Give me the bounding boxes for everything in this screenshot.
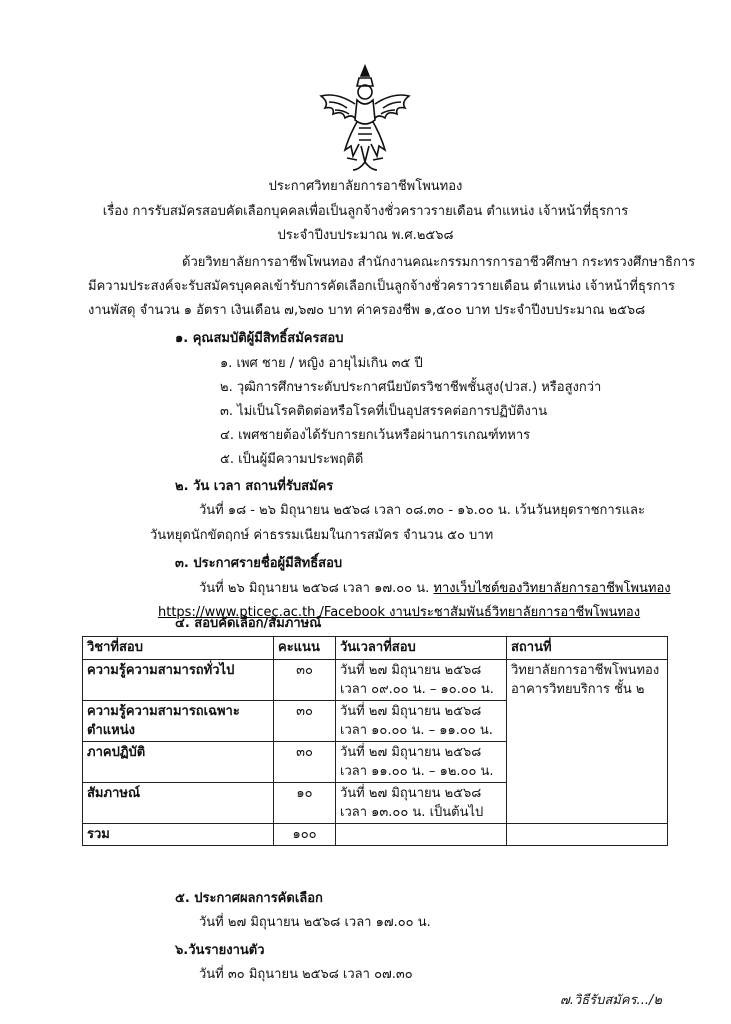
section5-heading: ๕. ประกาศผลการคัดเลือก: [175, 891, 323, 906]
section2-heading: ๒. วัน เวลา สถานที่รับสมัคร: [175, 479, 334, 494]
qualification-item: ๕. เป็นผู้มีความประพฤติดี: [220, 452, 364, 467]
website-url-link[interactable]: https://www.pticec.ac.th: [158, 605, 316, 620]
column-header-subject: วิชาที่สอบ: [83, 637, 274, 660]
announcement-title: ประกาศวิทยาลัยการอาชีพโพนทอง: [268, 179, 463, 194]
college-website-link[interactable]: ทางเว็บไซต์ของวิทยาลัยการอาชีพโพนทอง: [433, 581, 671, 596]
exam-score: ๓๐: [274, 742, 336, 783]
section3-heading: ๓. ประกาศรายชื่อผู้มีสิทธิ์สอบ: [175, 556, 343, 571]
exam-subject: ความรู้ความสามารถเฉพาะตำแหน่ง: [83, 701, 274, 742]
table-total-row: [83, 824, 668, 846]
venue-line-2: อาคารวิทยบริการ ชั้น ๒: [511, 682, 645, 697]
exam-subject: ความรู้ความสามารถทั่วไป: [83, 660, 274, 701]
qualification-item: ๔. เพศชายต้องได้รับการยกเว้นหรือผ่านการเกณฑ์ทหาร: [220, 428, 531, 443]
application-period-line-2: วันหยุดนักขัตฤกษ์ ค่าธรรมเนียมในการสมัคร จำนวน ๕๐ บาท: [150, 528, 494, 543]
empty-cell: [507, 824, 668, 846]
column-header-score: คะแนน: [274, 637, 336, 660]
page-continuation: ๗.วิธีรับสมัคร.../๒: [560, 993, 662, 1008]
exam-schedule-table: [82, 636, 668, 846]
exam-date: วันที่ ๒๗ มิถุนายน ๒๕๖๘: [340, 704, 482, 719]
exam-time: เวลา ๑๑.๐๐ น. – ๑๒.๐๐ น.: [340, 764, 494, 779]
exam-datetime: [336, 783, 507, 824]
empty-cell: [336, 824, 507, 846]
exam-date: วันที่ ๒๗ มิถุนายน ๒๕๖๘: [340, 663, 482, 678]
qualification-item: ๓. ไม่เป็นโรคติดต่อหรือโรคที่เป็นอุปสรรคต่อการปฏิบัติงาน: [220, 404, 548, 419]
exam-time: เวลา ๑๓.๐๐ น. เป็นต้นไป: [340, 805, 484, 820]
exam-score: ๓๐: [274, 660, 336, 701]
total-label: รวม: [83, 824, 274, 846]
intro-line-3: งานพัสดุ จำนวน ๑ อัตรา เงินเดือน ๗,๖๗๐ บาท ค่าครองชีพ ๑,๕๐๐ บาท ประจำปีงบประมาณ ๒๕๖๘: [88, 303, 646, 318]
report-date-line: วันที่ ๓๐ มิถุนายน ๒๕๖๘ เวลา ๐๗.๓๐: [199, 967, 413, 982]
garuda-emblem-icon: [315, 62, 415, 174]
section6-heading: ๖.วันรายงานตัว: [175, 943, 265, 958]
facebook-page-link[interactable]: /Facebook งานประชาสัมพันธ์วิทยาลัยการอาชีพโพนทอง: [315, 605, 641, 620]
venue-line-1: วิทยาลัยการอาชีพโพนทอง: [511, 663, 660, 678]
exam-venue: [507, 660, 668, 824]
application-period-line-1: วันที่ ๑๘ - ๒๖ มิถุนายน ๒๕๖๘ เวลา ๐๘.๓๐ - ๑๖.๐๐ น. เว้นวันหยุดราชการและ: [199, 503, 645, 518]
exam-datetime: [336, 701, 507, 742]
exam-date: วันที่ ๒๗ มิถุนายน ๒๕๖๘: [340, 786, 482, 801]
intro-line-1: ด้วยวิทยาลัยการอาชีพโพนทอง สำนักงานคณะกรรมการการอาชีวศึกษา กระทรวงศึกษาธิการ: [182, 255, 696, 270]
exam-time: เวลา ๑๐.๐๐ น. – ๑๑.๐๐ น.: [340, 723, 493, 738]
qualification-item: ๑. เพศ ชาย / หญิง อายุไม่เกิน ๓๕ ปี: [220, 356, 423, 371]
intro-line-2: มีความประสงค์จะรับสมัครบุคคลเข้ารับการคัดเลือกเป็นลูกจ้างชั่วคราวรายเดือน ตำแหน่ง เจ้าหน้าที่ธุรการ: [88, 279, 676, 294]
candidate-list-date: วันที่ ๒๖ มิถุนายน ๒๕๖๘ เวลา ๑๗.๐๐ น.: [199, 581, 434, 596]
section4-heading: ๔. สอบคัดเลือก/สัมภาษณ์: [175, 616, 322, 631]
section1-heading: ๑. คุณสมบัติผู้มีสิทธิ์สมัครสอบ: [175, 331, 344, 346]
exam-datetime: [336, 660, 507, 701]
exam-score: ๓๐: [274, 701, 336, 742]
exam-subject: ภาคปฏิบัติ: [83, 742, 274, 783]
exam-subject: สัมภาษณ์: [83, 783, 274, 824]
exam-date: วันที่ ๒๗ มิถุนายน ๒๕๖๘: [340, 745, 482, 760]
table-header-row: [83, 637, 668, 660]
exam-datetime: [336, 742, 507, 783]
qualification-item: ๒. วุฒิการศึกษาระดับประกาศนียบัตรวิชาชีพชั้นสูง(ปวส.) หรือสูงกว่า: [220, 380, 602, 395]
announcement-subject: เรื่อง การรับสมัครสอบคัดเลือกบุคคลเพื่อเป็นลูกจ้างชั่วคราวรายเดือน ตำแหน่ง เจ้าหน้าที่ธุรการ: [102, 204, 629, 219]
result-announcement-line: วันที่ ๒๗ มิถุนายน ๒๕๖๘ เวลา ๑๗.๐๐ น.: [199, 915, 431, 930]
exam-score: ๑๐: [274, 783, 336, 824]
column-header-venue: สถานที่: [507, 637, 668, 660]
total-score: ๑๐๐: [274, 824, 336, 846]
column-header-datetime: วันเวลาที่สอบ: [336, 637, 507, 660]
candidate-list-line-1: [199, 580, 671, 598]
table-row: [83, 660, 668, 701]
exam-time: เวลา ๐๙.๐๐ น. – ๑๐.๐๐ น.: [340, 682, 494, 697]
fiscal-year-line: ประจำปีงบประมาณ พ.ศ.๒๕๖๘: [277, 228, 454, 243]
